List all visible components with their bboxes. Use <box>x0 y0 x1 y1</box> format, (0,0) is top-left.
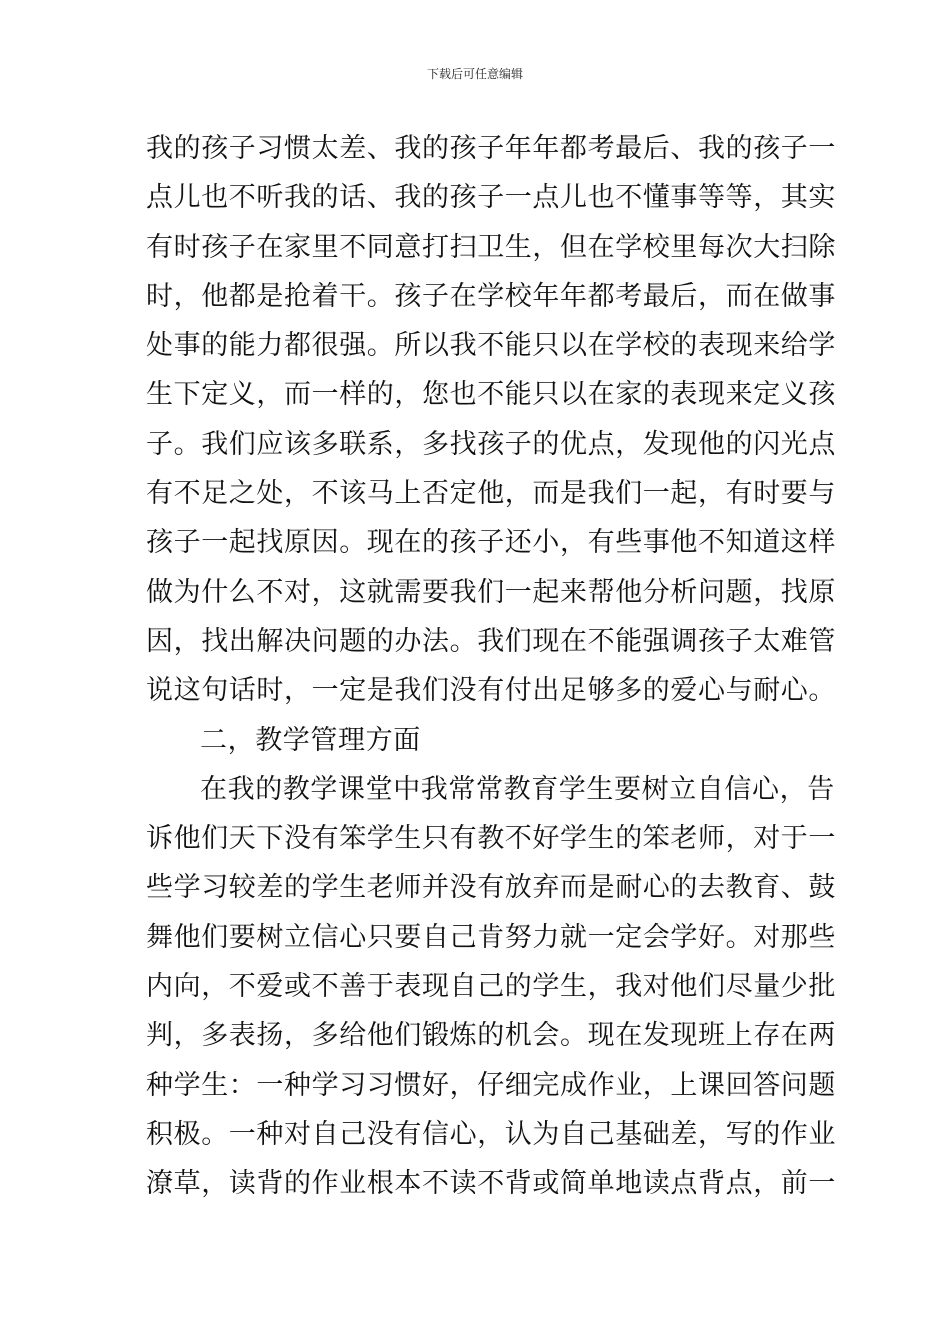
text-line: 些学习较差的学生老师并没有放弃而是耐心的去教育、鼓 <box>146 872 836 904</box>
text-line: 积极。一种对自己没有信心，认为自己基础差，写的作业 <box>146 1118 836 1150</box>
text-line: 时，他都是抢着干。孩子在学校年年都考最后，而在做事 <box>146 280 836 312</box>
text-line: 有时孩子在家里不同意打扫卫生，但在学校里每次大扫除 <box>146 231 836 263</box>
text-line: 孩子一起找原因。现在的孩子还小，有些事他不知道这样 <box>146 527 836 559</box>
section-heading: 二，教学管理方面 <box>200 724 421 756</box>
text-line: 种学生：一种学习习惯好，仔细完成作业，上课回答问题 <box>146 1069 836 1101</box>
paragraph-first-line: 在我的教学课堂中我常常教育学生要树立自信心，告 <box>200 773 835 805</box>
text-line: 做为什么不对，这就需要我们一起来帮他分析问题，找原 <box>146 576 836 608</box>
text-line: 子。我们应该多联系，多找孩子的优点，发现他的闪光点 <box>146 428 836 460</box>
text-line: 判，多表扬，多给他们锻炼的机会。现在发现班上存在两 <box>146 1020 836 1052</box>
text-line: 内向，不爱或不善于表现自己的学生，我对他们尽量少批 <box>146 971 836 1003</box>
page-header: 下载后可任意编辑 <box>426 67 523 81</box>
text-line: 潦草，读背的作业根本不读不背或简单地读点背点，前一 <box>146 1168 836 1200</box>
text-line: 点儿也不听我的话、我的孩子一点儿也不懂事等等，其实 <box>146 182 836 214</box>
text-line: 诉他们天下没有笨学生只有教不好学生的笨老师，对于一 <box>146 823 836 855</box>
text-line: 有不足之处，不该马上否定他，而是我们一起，有时要与 <box>146 478 836 510</box>
text-line: 因，找出解决问题的办法。我们现在不能强调孩子太难管 <box>146 625 836 657</box>
text-line: 我的孩子习惯太差、我的孩子年年都考最后、我的孩子一 <box>146 133 836 164</box>
text-line: 生下定义，而一样的，您也不能只以在家的表现来定义孩 <box>146 379 836 411</box>
document-body <box>146 124 836 1209</box>
text-line: 舞他们要树立信心只要自己肯努力就一定会学好。对那些 <box>146 921 836 953</box>
text-line: 处事的能力都很强。所以我不能只以在学校的表现来给学 <box>146 330 836 362</box>
text-line: 说这句话时，一定是我们没有付出足够多的爱心与耐心。 <box>146 675 836 707</box>
